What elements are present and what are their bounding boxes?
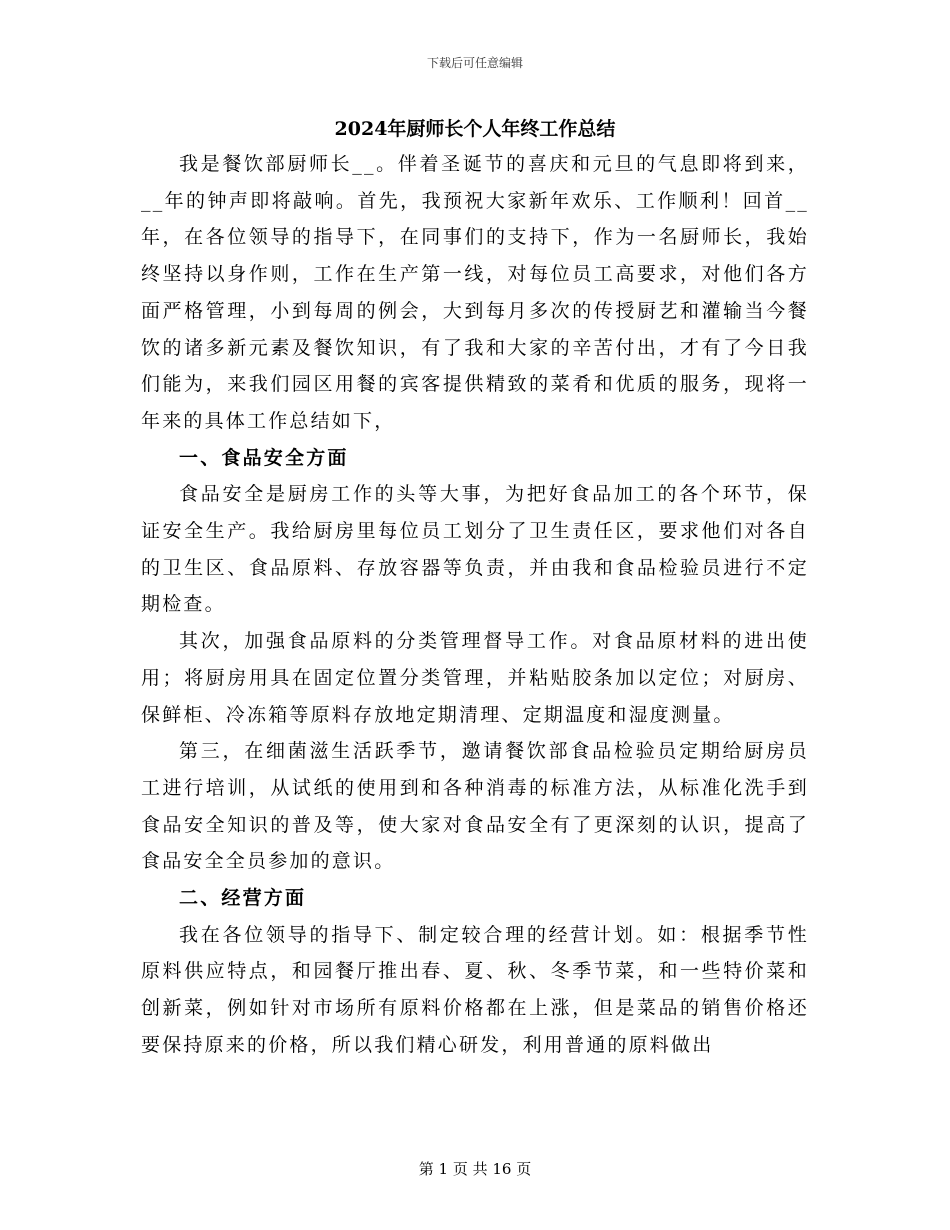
header-note: 下载后可任意编辑	[426, 56, 523, 70]
section-heading-operations: 二、经营方面	[179, 887, 307, 910]
food-safety-paragraph-1: 食品安全是厨房工作的头等大事，为把好食品加工的各个环节，保证安全生产。我给厨房里每位员工划分了卫生责任区，要求他们对各自的卫生区、食品原料、存放容器等负责，并由我和食品检验员进行不定期检查。	[141, 483, 809, 616]
food-safety-paragraph-2: 其次，加强食品原料的分类管理督导工作。对食品原材料的进出使用；将厨房用具在固定位置分类管理，并粘贴胶条加以定位；对厨房、保鲜柜、冷冻箱等原料存放地定期清理、定期温度和湿度测量。	[141, 630, 809, 726]
document-title: 2024年厨师长个人年终工作总结	[334, 118, 616, 140]
food-safety-paragraph-3: 第三，在细菌滋生活跃季节，邀请餐饮部食品检验员定期给厨房员工进行培训，从试纸的使用到和各种消毒的标准方法，从标准化洗手到食品安全知识的普及等，使大家对食品安全有了更深刻的认识，提高了食品安全全员参加的意识。	[141, 740, 809, 873]
page-number-footer: 第 1 页 共 16 页	[418, 1160, 532, 1178]
operations-paragraph-1: 我在各位领导的指导下、制定较合理的经营计划。如：根据季节性原料供应特点，和园餐厅推出春、夏、秋、冬季节菜，和一些特价菜和创新菜，例如针对市场所有原料价格都在上涨，但是菜品的销售价格还要保持原来的价格，所以我们精心研发，利用普通的原料做出	[141, 923, 809, 1056]
section-heading-food-safety: 一、食品安全方面	[179, 446, 349, 469]
intro-paragraph: 我是餐饮部厨师长__。伴着圣诞节的喜庆和元旦的气息即将到来，__年的钟声即将敲响。首先，我预祝大家新年欢乐、工作顺利！回首__年，在各位领导的指导下，在同事们的支持下，作为一名厨师长，我始终坚持以身作则，工作在生产第一线，对每位员工高要求，对他们各方面严格管理，小到每周的例会，大到每月多次的传授厨艺和灌输当今餐饮的诸多新元素及餐饮知识，有了我和大家的辛苦付出，才有了今日我们能为，来我们园区用餐的宾客提供精致的菜肴和优质的服务，现将一年来的具体工作总结如下，	[141, 153, 809, 432]
document-body	[141, 146, 809, 1064]
